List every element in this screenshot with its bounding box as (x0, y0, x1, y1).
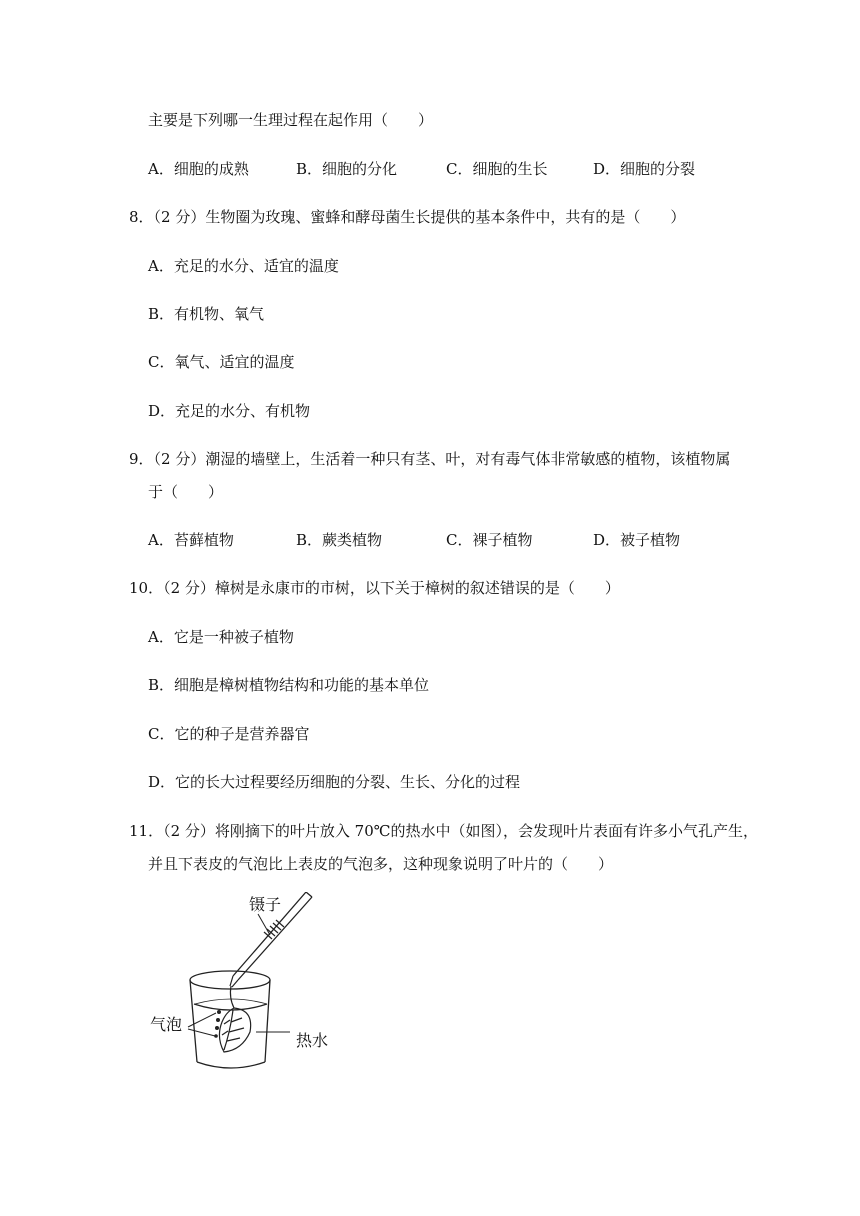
q11-stem-line2: 并且下表皮的气泡比上表皮的气泡多，这种现象说明了叶片的（ ） (148, 855, 614, 873)
q10-option-c: C．它的种子是营养器官 (148, 725, 310, 743)
q10-option-d: D．它的长大过程要经历细胞的分裂、生长、分化的过程 (148, 773, 521, 791)
q9-stem-line2: 于（ ） (148, 483, 224, 501)
q9-stem-line1: 9．（2 分）潮湿的墙壁上，生活着一种只有茎、叶，对有毒气体非常敏感的植物，该植物属 (129, 450, 731, 468)
q9-option-b: B．蕨类植物 (296, 531, 383, 549)
leaf-icon (219, 986, 250, 1052)
leaf-hot-water-figure (138, 892, 353, 1077)
q7-option-d: D．细胞的分裂 (593, 160, 696, 178)
q10-option-b: B．细胞是樟树植物结构和功能的基本单位 (148, 676, 430, 694)
tweezers-pointer-line (258, 914, 270, 935)
q7-option-c: C．细胞的生长 (446, 160, 548, 178)
q11-stem-line1: 11．（2 分）将刚摘下的叶片放入 70℃的热水中（如图），会发现叶片表面有许多小气孔产生， (129, 822, 759, 840)
q10-stem: 10．（2 分）樟树是永康市的市树，以下关于樟树的叙述错误的是（ ） (129, 579, 620, 597)
q9-option-c: C．裸子植物 (446, 531, 533, 549)
q7-stem-continuation: 主要是下列哪一生理过程在起作用（ ） (148, 111, 434, 129)
q8-option-c: C．氧气、适宜的温度 (148, 353, 295, 371)
q7-option-a: A．细胞的成熟 (148, 160, 249, 178)
bubble-pointer-line-2 (188, 1029, 215, 1036)
q9-option-d: D．被子植物 (593, 531, 681, 549)
q9-option-a: A．苔藓植物 (148, 531, 234, 549)
label-tweezers: 镊子 (249, 895, 282, 914)
q8-option-d: D．充足的水分、有机物 (148, 402, 311, 420)
q8-option-a: A．充足的水分、适宜的温度 (148, 257, 339, 275)
label-hot-water: 热水 (296, 1031, 329, 1050)
q10-option-a: A．它是一种被子植物 (148, 628, 294, 646)
bubble-pointer-line-1 (188, 1013, 216, 1027)
q7-option-b: B．细胞的分化 (296, 160, 398, 178)
label-bubbles: 气泡 (150, 1015, 183, 1034)
q8-stem: 8．（2 分）生物圈为玫瑰、蜜蜂和酵母菌生长提供的基本条件中，共有的是（ ） (129, 208, 686, 226)
q8-option-b: B．有机物、氧气 (148, 305, 265, 323)
